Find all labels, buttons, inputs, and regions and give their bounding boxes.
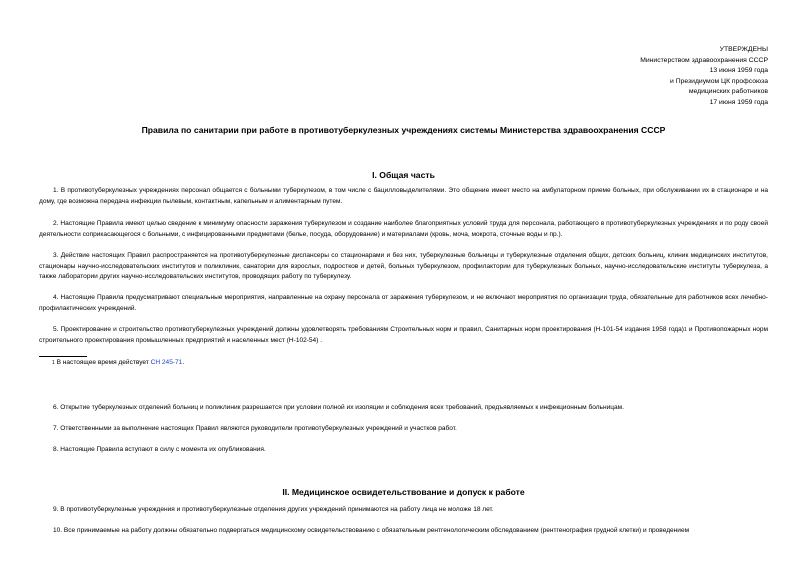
footnote-ref[interactable]: 1 [683, 327, 687, 333]
paragraph: 1. В противотуберкулезных учреждениях персонал общается с больными туберкулезом, в том числе с бацилловыделителями. Это общение имеет место на амбулаторном приеме больных, при обслуживании их в стационаре и на дому, где возможна передача инфекции пылевым, контактным, капельным и алиментарным путем. [39, 187, 768, 205]
paragraph: 6. Открытие туберкулезных отделений больниц и поликлиник разрешается при условии полной их изоляции и соблюдения всех требований, предъявляемых к инфекционным больницам. [53, 404, 624, 411]
paragraph: 7. Ответственными за выполнение настоящих Правил являются руководители противотуберкулезных учреждений и участков работ. [53, 425, 457, 432]
section-heading: I. Общая часть [372, 170, 435, 180]
paragraph: 9. В противотуберкулезные учреждения и противотуберкулезные отделения других учреждений принимаются на работу лица не моложе 18 лет. [53, 506, 494, 513]
paragraph-text: и Противопожарных норм строительного проектирования промышленных предприятий и населенных мест (Н-102-54) [39, 326, 768, 344]
footnote-divider [39, 356, 87, 357]
paragraph: 4. Настоящие Правила предусматривают специальные мероприятия, направленные на охрану персонала от заражения туберкулезом, и не включают мероприятия по организации труда, обязательные для работников всех лечебно-профилактических учреждений. [39, 294, 768, 312]
paragraph-text: . [318, 336, 323, 344]
footnote [52, 359, 184, 366]
paragraph-text: 5. Проектирование и строительство противотуберкулезных учреждений должны удовлетворять требованиям Строительных норм и правил, Санитарных норм проектирования (Н-101-54 издания 1958 года) [53, 326, 684, 333]
paragraph: 10. Все принимаемые на работу должны обязательно подвергаться медицинскому освидетельствованию с обязательным рентгенологическим обследованием (рентгенография грудной клетки) и проведением [53, 527, 690, 534]
document-title: Правила по санитарии при работе в противотуберкулезных учреждениях системы Министерства здравоохранения СССР [141, 125, 666, 135]
approval-block [640, 45, 768, 109]
section-heading: II. Медицинское освидетельствование и допуск к работе [282, 487, 525, 497]
approval-line: 17 июня 1959 года [709, 98, 768, 106]
footnote-text: . [182, 359, 185, 366]
approval-line: УТВЕРЖДЕНЫ [719, 46, 768, 53]
approval-line: и Президиумом ЦК профсоюза [670, 77, 768, 85]
footnote-text: В настоящее время действует [54, 359, 151, 366]
footnote-link[interactable]: СН 245-71 [150, 359, 183, 366]
approval-line: 13 июня 1959 года [709, 67, 768, 75]
approval-line: Министерством здравоохранения СССР [640, 56, 768, 64]
paragraph: 2. Настоящие Правила имеют целью сведение к минимуму опасности заражения туберкулезом и создание наиболее благоприятных условий труда для персонала, работающего в противотуберкулезных учреждениях и по роду своей деятельности соприкасающегося с больными, с инфицированными предметами (белье, посуда, оборудование) и материалами (кровь, моча, мокрота, сточные воды и пр.). [39, 220, 768, 238]
footnote-mark: 1 [52, 360, 55, 366]
approval-line: медицинских работников [688, 88, 768, 96]
paragraph: 8. Настоящие Правила вступают в силу с момента их опубликования. [53, 446, 266, 453]
paragraph [39, 325, 768, 346]
paragraph: 3. Действие настоящих Правил распространяется на противотуберкулезные диспансеры со стационарами и без них, туберкулезные больницы и туберкулезные отделения общих, детских больниц, клиник медицинских институтов, стационары научно-исследовательских институтов и поликлиник, санатории для взрослых, подростков и детей, больных туберкулезом, профилактории для туберкулезных больных, научно-исследовательские институты туберкулеза, а также лаборатории других научно-исследовательских институтов, проводящих работу по туберкулезу. [39, 252, 768, 281]
